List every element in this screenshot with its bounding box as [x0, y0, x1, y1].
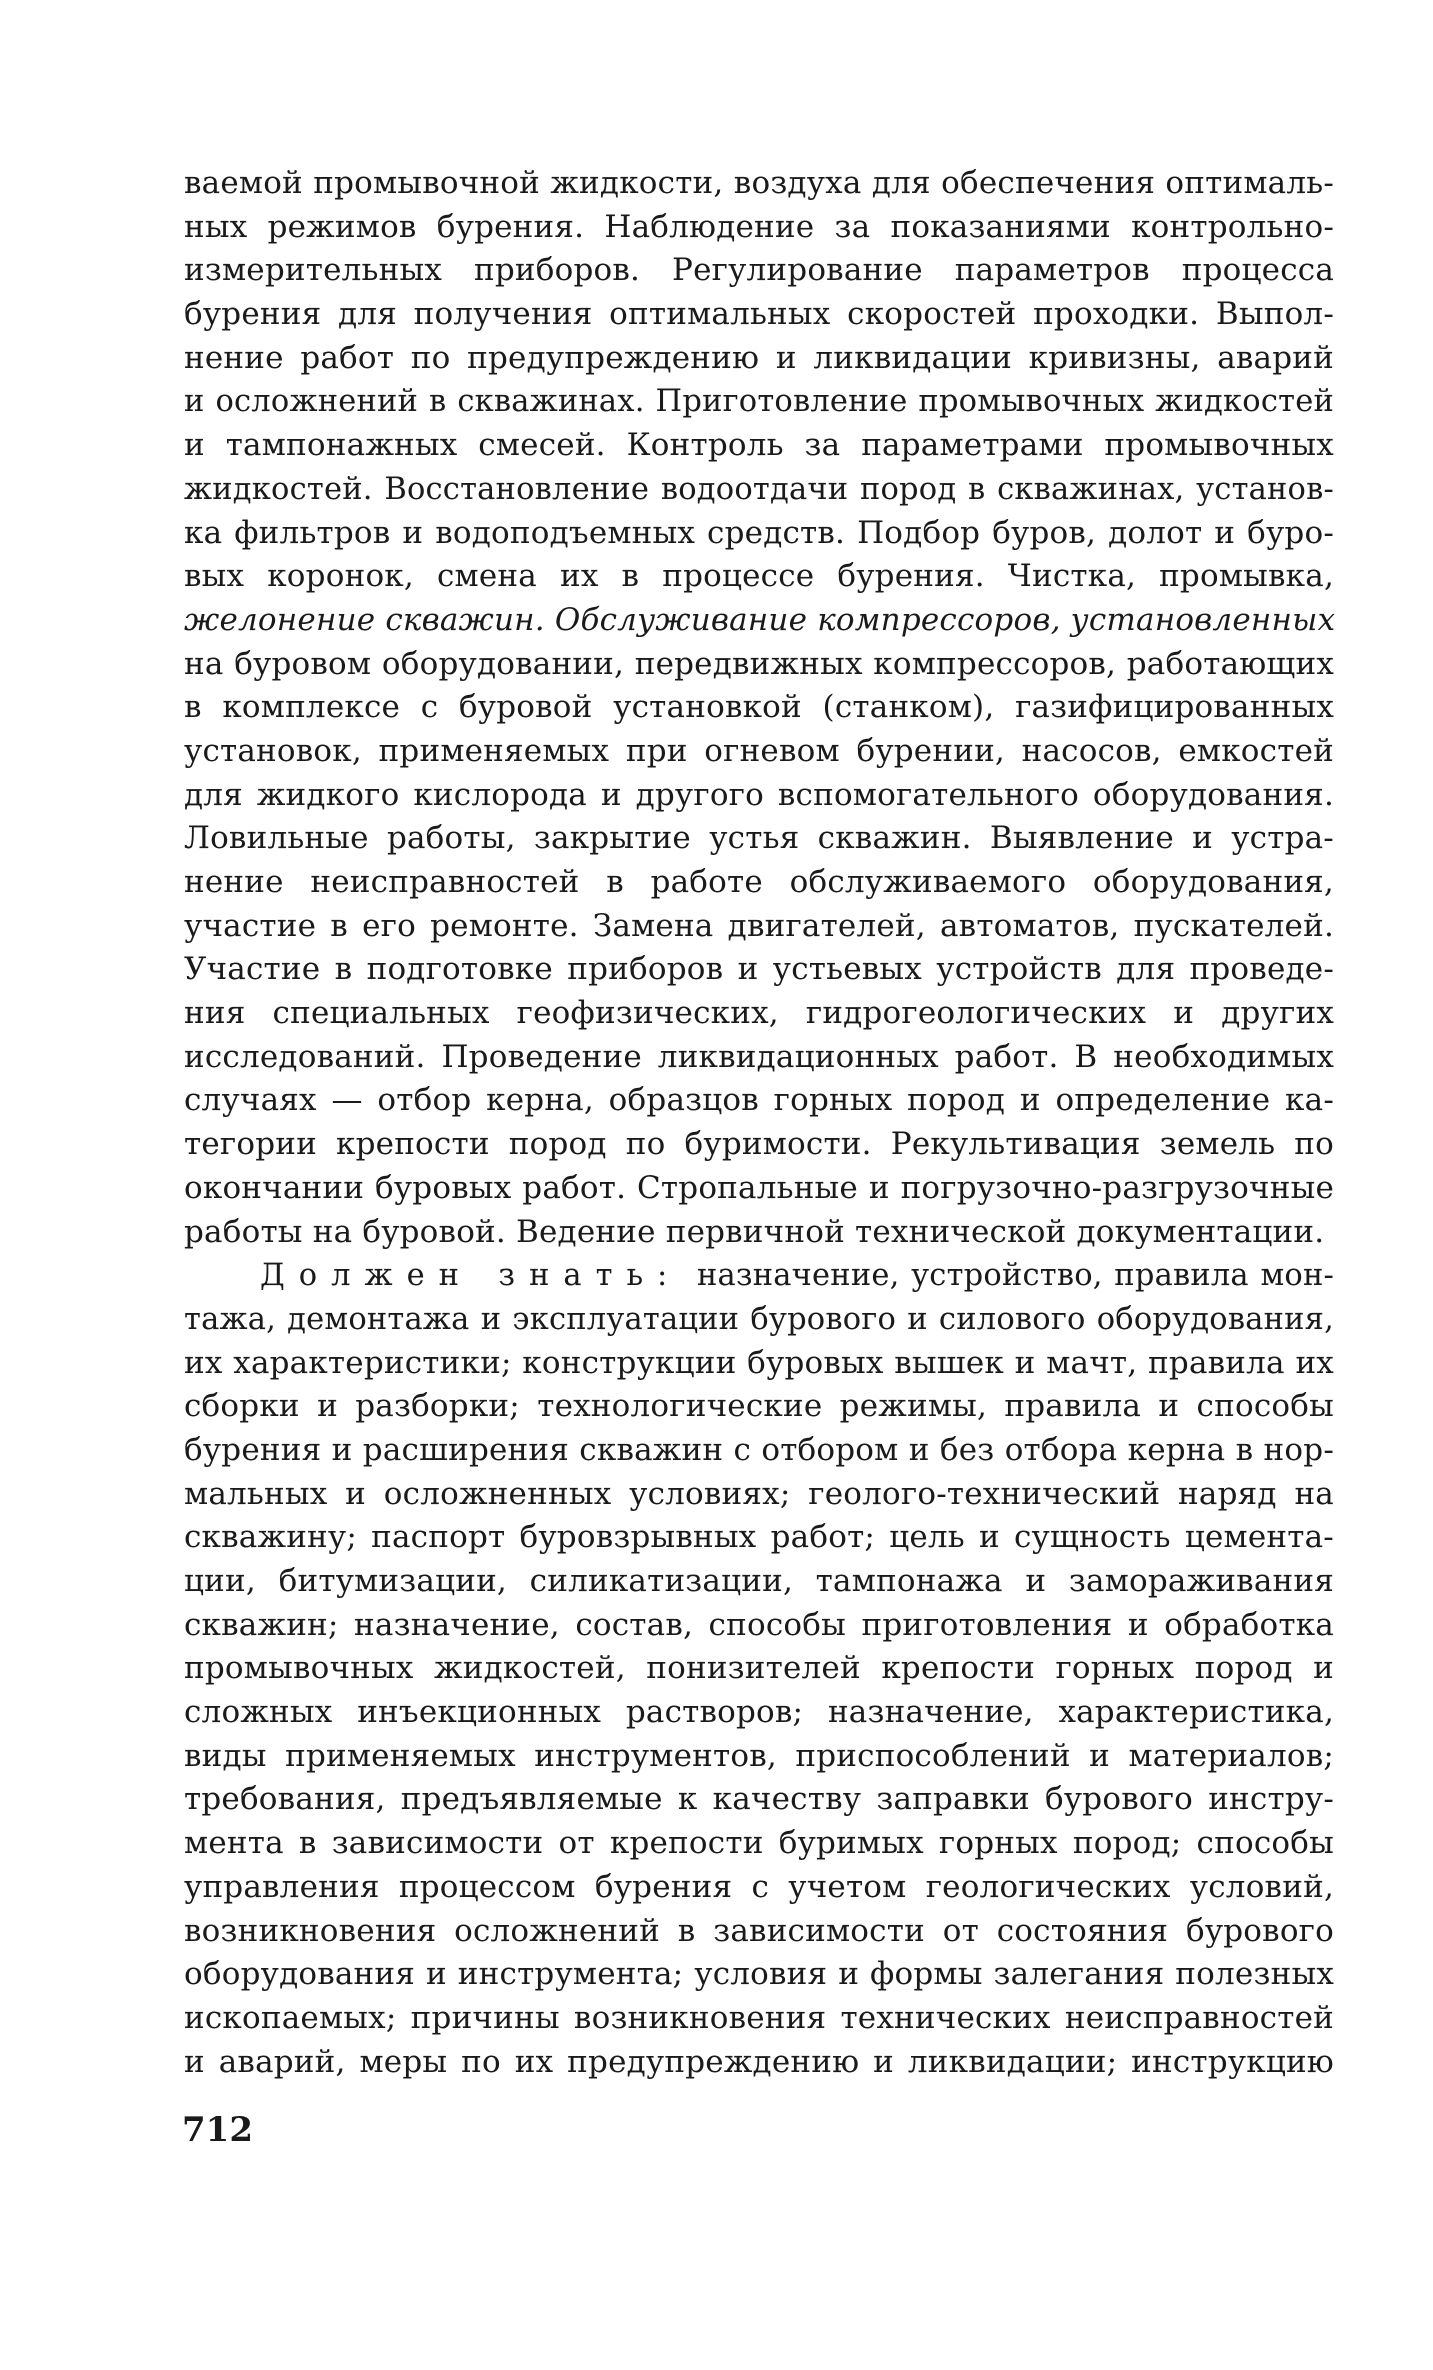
text-line: ции, битумизации, силикатизации, тампонажа и замораживания: [184, 1563, 1334, 1599]
text-line: вых коронок, смена их в процессе бурения. Чистка, промывка,: [184, 558, 1334, 595]
text-line: случаях — отбор керна, образцов горных пород и определение ка-: [184, 1082, 1334, 1119]
text-line: ваемой промывочной жидкости, воздуха для обеспечения оптималь-: [184, 165, 1334, 201]
text-line: установок, применяемых при огневом бурении, насосов, емкостей: [184, 732, 1334, 769]
text-line: возникновения осложнений в зависимости от состояния бурового: [184, 1912, 1334, 1949]
text-line: оборудования и инструмента; условия и формы залегания полезных: [184, 1956, 1334, 1993]
must-know-first-text: назначение, устройство, правила мон-: [697, 1258, 1334, 1294]
text-line: нение работ по предупреждению и ликвидации кривизны, аварий: [184, 339, 1334, 376]
page-number: 712: [182, 2110, 253, 2150]
text-line: для жидкого кислорода и другого вспомогательного оборудования.: [184, 776, 1334, 813]
text-line: в комплексе с буровой установкой (станком), газифицированных: [184, 689, 1334, 726]
text-line: ных режимов бурения. Наблюдение за показаниями контрольно-: [184, 208, 1334, 245]
text-line: участие в его ремонте. Замена двигателей, автоматов, пускателей.: [184, 907, 1334, 944]
text-line: мента в зависимости от крепости буримых горных пород; способы: [184, 1825, 1334, 1862]
text-line: бурения для получения оптимальных скоростей проходки. Выпол-: [184, 296, 1334, 333]
text-line: на буровом оборудовании, передвижных компрессоров, работающих: [184, 645, 1334, 682]
text-line: ния специальных геофизических, гидрогеологических и других: [184, 995, 1334, 1032]
text-line: жидкостей. Восстановление водоотдачи пород в скважинах, установ-: [184, 471, 1334, 507]
text-line-italic: желонение скважин. Обслуживание компрессоров, установленных: [184, 601, 1336, 638]
must-know-label: Должен знать:: [260, 1258, 682, 1294]
text-line: ка фильтров и водоподъемных средств. Подбор буров, долот и буро-: [184, 514, 1334, 551]
text-line: скважину; паспорт буровзрывных работ; цель и сущность цемента-: [184, 1519, 1334, 1556]
text-line: тегории крепости пород по буримости. Рекультивация земель по: [184, 1126, 1334, 1163]
text-line: исследований. Проведение ликвидационных работ. В необходимых: [184, 1038, 1334, 1075]
text-line: ископаемых; причины возникновения технических неисправностей: [184, 1999, 1334, 2036]
body-text: [184, 162, 1334, 2084]
text-line: мальных и осложненных условиях; геолого-технический наряд на: [184, 1475, 1334, 1512]
text-line: окончании буровых работ. Стропальные и погрузочно-разгрузочные: [184, 1169, 1334, 1206]
text-line: измерительных приборов. Регулирование параметров процесса: [184, 252, 1334, 289]
text-line: нение неисправностей в работе обслуживаемого оборудования,: [184, 864, 1334, 900]
text-line: Ловильные работы, закрытие устья скважин. Выявление и устра-: [184, 820, 1334, 857]
text-line: и тампонажных смесей. Контроль за параметрами промывочных: [184, 427, 1334, 464]
text-line: сборки и разборки; технологические режимы, правила и способы: [184, 1388, 1334, 1425]
text-line: промывочных жидкостей, понизителей крепости горных пород и: [184, 1650, 1334, 1687]
text-line: бурения и расширения скважин с отбором и без отбора керна в нор-: [184, 1431, 1334, 1468]
text-line: и осложнений в скважинах. Приготовление промывочных жидкостей: [184, 384, 1334, 420]
text-line: виды применяемых инструментов, приспособлений и материалов;: [184, 1737, 1334, 1774]
text-line: требования, предъявляемые к качеству заправки бурового инстру-: [184, 1781, 1334, 1818]
text-line: скважин; назначение, состав, способы приготовления и обработка: [184, 1606, 1334, 1643]
text-line: тажа, демонтажа и эксплуатации бурового и силового оборудования,: [184, 1301, 1334, 1337]
text-line: управления процессом бурения с учетом геологических условий,: [184, 1868, 1334, 1905]
must-know-line: [184, 1254, 1334, 1298]
text-line: сложных инъекционных растворов; назначение, характеристика,: [184, 1694, 1334, 1731]
text-line: Участие в подготовке приборов и устьевых устройств для проведе-: [184, 951, 1334, 988]
text-line: работы на буровой. Ведение первичной технической документации.: [184, 1213, 1325, 1250]
text-line: их характеристики; конструкции буровых вышек и мачт, правила их: [184, 1344, 1334, 1381]
text-line: и аварий, меры по их предупреждению и ликвидации; инструкцию: [184, 2043, 1334, 2080]
